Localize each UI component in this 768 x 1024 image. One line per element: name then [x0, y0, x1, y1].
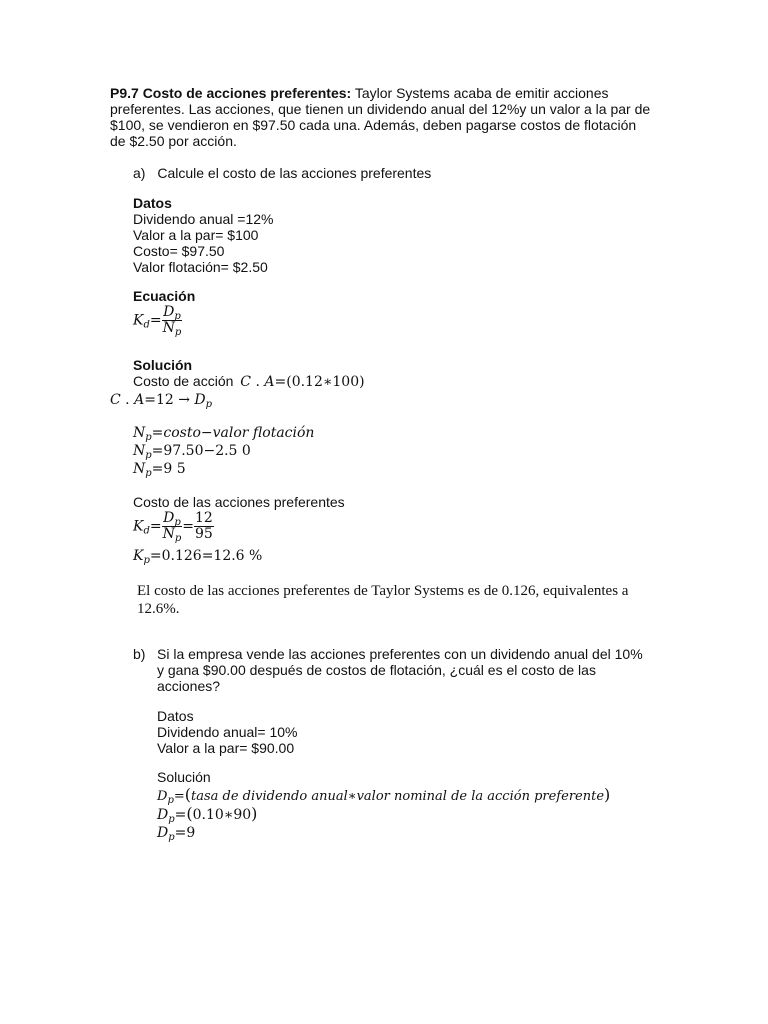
statement-line-3: $100, se vendieron en $97.50 cada una. Además, deben pagarse costos de flotación: [110, 117, 637, 133]
conclusion-line-1: El costo de las acciones preferentes de Taylor Systems es de 0.126, equivalentes a: [137, 583, 629, 599]
problem-statement: [110, 85, 670, 149]
np-result: $N_p=9$ 5: [133, 461, 186, 479]
statement-line-4: de $2.50 por acción.: [110, 133, 237, 149]
part-a-datos: [133, 195, 274, 275]
ca-expression: (0.12∗100): [286, 374, 365, 390]
ca-value: 12: [155, 392, 174, 408]
part-a-solucion: [133, 357, 192, 373]
part-b-question-line-1: Si la empresa vende las acciones preferentes con un dividendo anual del 10%: [157, 646, 643, 662]
part-b-datos-item: Dividendo anual= 10%: [157, 724, 298, 740]
np-value: 9 5: [163, 461, 186, 477]
np-calculation: $N_p=97.50-2.5$ 0: [133, 443, 251, 461]
ca-value-line: C . $A=12 \to D_p$: [110, 392, 213, 410]
part-b-solucion-heading: Solución: [157, 769, 211, 785]
dp-result: $D_p=9$: [157, 825, 196, 843]
dp-formula: $D_p=(tasa$ de dividendo anual∗valor nominal de la acción preferente): [157, 785, 611, 806]
part-b-question: [157, 646, 717, 694]
datos-item: Valor flotación= $2.50: [133, 259, 268, 275]
part-a-question: [133, 165, 431, 181]
costo-accion-label: Costo de acción: [133, 373, 234, 389]
datos-item: Dividendo anual =12%: [133, 211, 274, 227]
kd-numerator: 12: [195, 510, 213, 526]
dp-formula-text: tasa de dividendo anual∗valor nominal de la acción preferente: [191, 789, 605, 804]
part-a-ecuacion: [133, 288, 195, 304]
part-b-datos-item: Valor a la par= $90.00: [157, 740, 295, 756]
statement-line-2: preferentes. Las acciones, que tienen un dividendo anual del 12%y un valor a la par de: [110, 101, 651, 117]
part-a-question-text: Calcule el costo de las acciones preferentes: [157, 165, 432, 181]
kd-equation: $K_d=$ $\frac{D_p}{N_p}$: [133, 304, 182, 338]
kd-denominator: 95: [195, 526, 213, 542]
kp-result: $K_p=0.126=12.6$ %: [133, 548, 263, 566]
dp-value: 9: [186, 825, 196, 841]
dp-calculation: $D_p=(0.10∗90)$: [157, 804, 258, 825]
costo-acciones-label: Costo de las acciones preferentes: [133, 494, 345, 510]
ecuacion-heading: Ecuación: [133, 288, 196, 304]
datos-item: Costo= $97.50: [133, 243, 225, 259]
part-b-datos: [157, 708, 298, 756]
kd-calculation: $K_d=$ $\frac{D_p}{N_p}$ = $\frac{12}{95}$: [133, 510, 213, 544]
kp-value: 0.126=12.6 %: [161, 548, 263, 564]
dp-calc: 0.10∗90: [192, 807, 252, 823]
costo-accion-line: Costo de acción C . A=(0.12∗100): [133, 373, 365, 390]
part-a-conclusion: [137, 582, 737, 618]
problem-title: P9.7 Costo de acciones preferentes:: [110, 85, 352, 101]
part-b-datos-heading: Datos: [157, 708, 194, 724]
datos-item: Valor a la par= $100: [133, 227, 259, 243]
part-b-marker: b): [133, 646, 146, 662]
part-a-marker: a): [133, 165, 146, 181]
np-formula: $N_p=costo-valor$ flotación: [133, 425, 315, 443]
statement-line-1: Taylor Systems acaba de emitir acciones: [351, 85, 609, 101]
np-calc: 97.50−2.5 0: [163, 443, 251, 459]
part-b-question-line-3: acciones?: [157, 678, 221, 694]
datos-heading: Datos: [133, 195, 172, 211]
part-b-question-line-2: y gana $90.00 después de costos de flotación, ¿cuál es el costo de las: [157, 662, 596, 678]
np-formula-rhs: costo−valor flotación: [163, 425, 315, 441]
conclusion-line-2: 12.6%.: [137, 601, 180, 617]
solucion-heading: Solución: [133, 357, 193, 373]
